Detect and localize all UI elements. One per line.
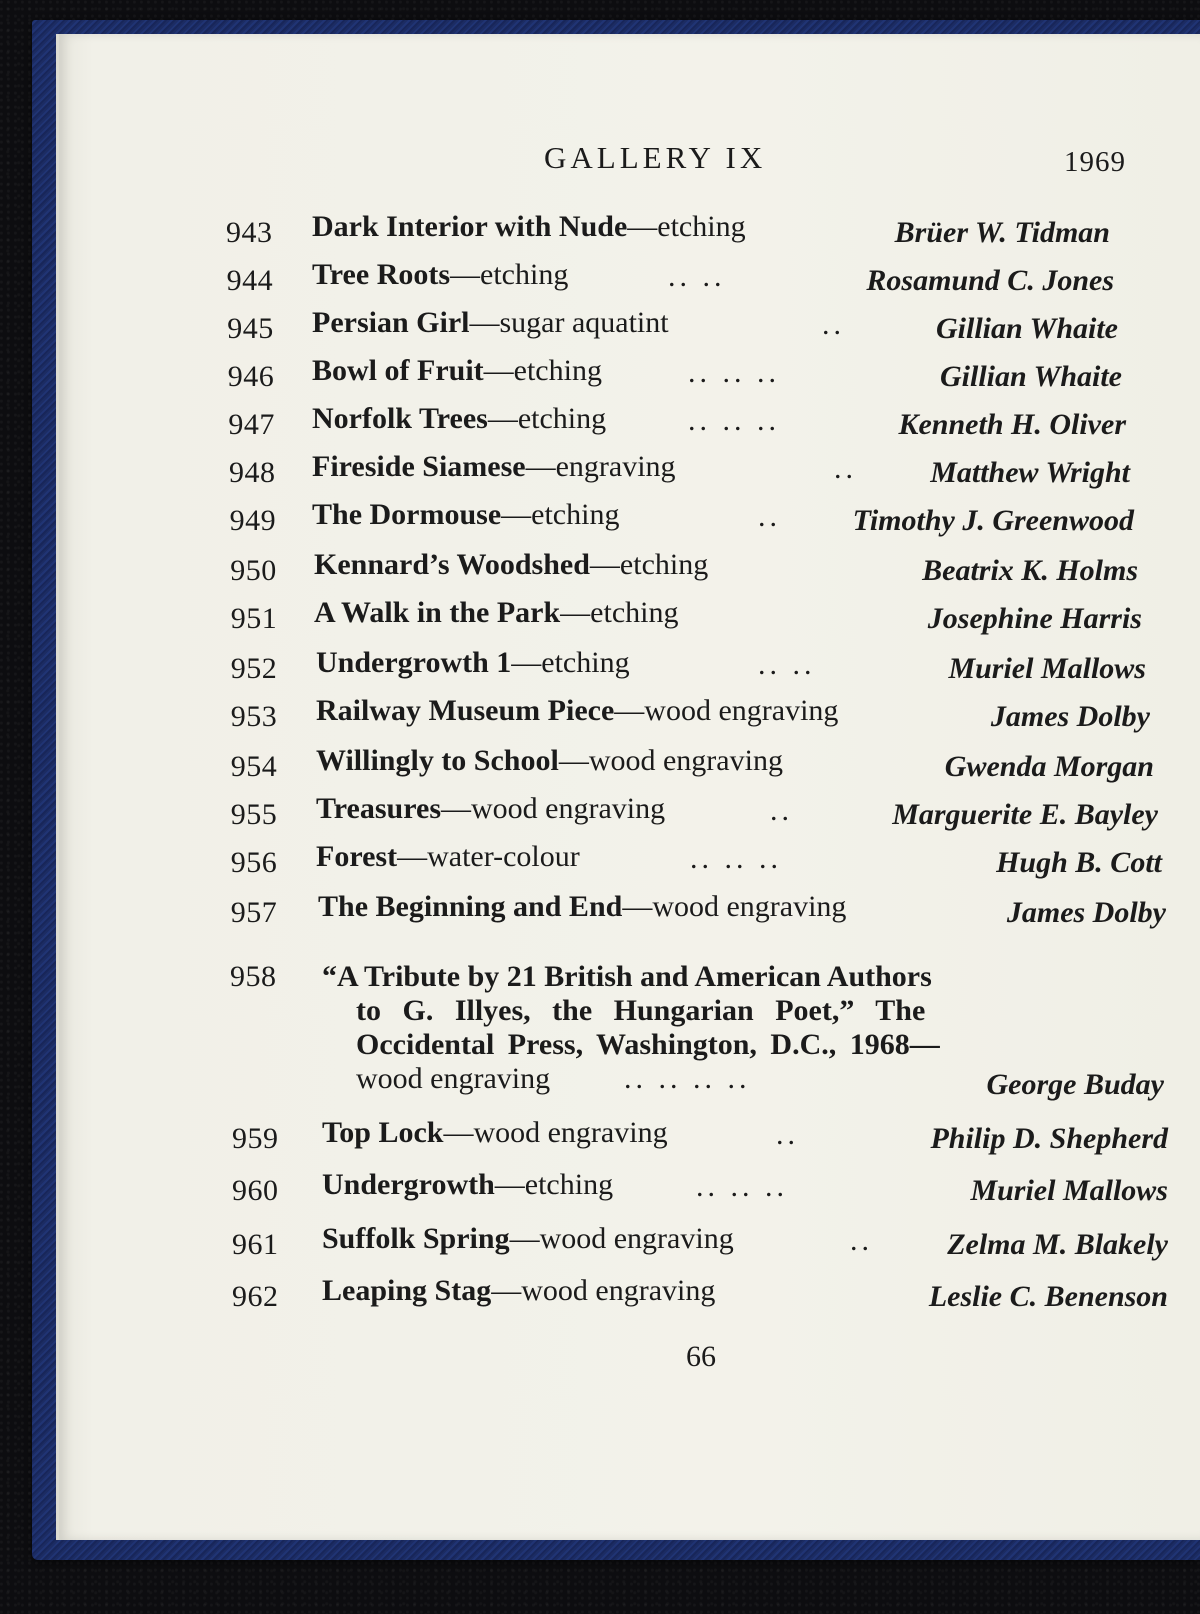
artwork-title: Persian Girl <box>312 306 470 339</box>
entry-title <box>312 306 669 340</box>
artwork-medium: —etching <box>450 258 569 291</box>
entry-title <box>312 402 606 436</box>
dot-leader: .. <box>770 794 793 827</box>
artwork-medium: —sugar aquatint <box>469 306 669 339</box>
entry-title <box>316 840 580 874</box>
artwork-medium: —wood engraving <box>614 694 839 727</box>
artwork-title: Undergrowth 1 <box>316 646 512 679</box>
entry-artist: James Dolby <box>990 700 1150 733</box>
entry-number: 950 <box>230 554 277 587</box>
artwork-title: Fireside Siamese <box>312 450 526 483</box>
artwork-medium: —water-colour <box>397 840 580 873</box>
entry-title <box>314 548 708 582</box>
dot-leader: .. .. .. .. <box>624 1062 751 1095</box>
entry-title-line: “A Tribute by 21 British and American Authors <box>322 960 932 993</box>
entry-artist: Kenneth H. Oliver <box>898 408 1126 441</box>
artwork-title: Treasures <box>316 792 441 825</box>
entry-title <box>316 646 630 680</box>
artwork-medium: —etching <box>494 1168 614 1201</box>
entry-artist: Rosamund C. Jones <box>866 264 1114 297</box>
artwork-medium: —etching <box>483 354 602 387</box>
entry-number: 951 <box>230 602 278 635</box>
entry-title <box>316 744 783 778</box>
artwork-title: Top Lock <box>322 1116 444 1149</box>
entry-artist: Muriel Mallows <box>948 652 1146 685</box>
artwork-medium: —etching <box>487 402 607 435</box>
artwork-title: Kennard’s Woodshed <box>314 548 590 581</box>
entry-title <box>312 258 568 292</box>
entry-artist: George Buday <box>986 1068 1164 1101</box>
entry-title-line: to G. Illyes, the Hungarian Poet,” The <box>356 994 926 1027</box>
artwork-medium: —etching <box>501 498 620 531</box>
artwork-title: Willingly to School <box>316 744 559 777</box>
artwork-title: Tree Roots <box>312 258 451 291</box>
entry-number: 952 <box>230 652 278 685</box>
entry-artist: Matthew Wright <box>930 456 1130 489</box>
entry-number: 946 <box>227 360 275 393</box>
artwork-title: Dark Interior with Nude <box>312 210 628 243</box>
entry-number: 949 <box>229 504 277 537</box>
entry-number: 954 <box>230 750 278 783</box>
entry-medium: wood engraving <box>356 1062 551 1095</box>
entry-number: 943 <box>226 216 273 249</box>
entry-artist: Hugh B. Cott <box>996 846 1162 879</box>
entry-artist: Zelma M. Blakely <box>947 1228 1168 1261</box>
page-number: 66 <box>686 1340 716 1373</box>
entry-title <box>318 890 846 924</box>
entry-number: 958 <box>230 960 277 993</box>
entry-title <box>312 210 746 244</box>
entry-title <box>322 1116 668 1150</box>
entry-artist: Gwenda Morgan <box>944 750 1154 783</box>
entry-title <box>312 450 676 484</box>
entry-artist: Beatrix K. Holms <box>922 554 1138 587</box>
artwork-title: Leaping Stag <box>322 1274 492 1307</box>
dot-leader: .. <box>776 1118 799 1151</box>
artwork-title: Suffolk Spring <box>322 1222 510 1255</box>
entry-number: 956 <box>230 846 278 879</box>
entry-artist: Muriel Mallows <box>970 1174 1168 1207</box>
dot-leader: .. .. .. <box>688 404 780 437</box>
entry-artist: Josephine Harris <box>927 602 1142 635</box>
dot-leader: .. .. <box>758 648 816 681</box>
artwork-title: The Beginning and End <box>318 890 623 923</box>
entry-artist: Philip D. Shepherd <box>930 1122 1168 1155</box>
artwork-medium: —wood engraving <box>509 1222 734 1255</box>
artwork-medium: —etching <box>589 548 709 581</box>
entry-title <box>322 1222 734 1256</box>
entry-number: 960 <box>232 1174 279 1207</box>
artwork-title: Bowl of Fruit <box>312 354 484 387</box>
entry-artist: Brüer W. Tidman <box>894 216 1110 249</box>
entry-artist: Leslie C. Benenson <box>928 1280 1168 1313</box>
entry-number: 959 <box>232 1122 279 1155</box>
entry-title <box>322 1168 613 1202</box>
entry-title <box>316 694 838 728</box>
artwork-medium: —wood engraving <box>443 1116 668 1149</box>
entry-artist: James Dolby <box>1006 896 1166 929</box>
entry-title <box>316 792 665 826</box>
entry-title <box>314 596 678 630</box>
dot-leader: .. .. .. <box>696 1170 788 1203</box>
dot-leader: .. <box>822 308 845 341</box>
artwork-title: Forest <box>316 840 398 873</box>
dot-leader: .. .. <box>668 260 726 293</box>
artwork-medium: —wood engraving <box>622 890 847 923</box>
entry-number: 947 <box>228 408 275 441</box>
artwork-medium: —wood engraving <box>441 792 666 825</box>
entry-title-line: Occidental Press, Washington, D.C., 1968— <box>356 1028 940 1061</box>
year-heading: 1969 <box>1064 146 1126 178</box>
entry-number: 962 <box>232 1280 279 1313</box>
dot-leader: .. <box>758 500 781 533</box>
dot-leader: .. .. .. <box>690 842 782 875</box>
book-page <box>56 34 1200 1540</box>
artwork-title: Railway Museum Piece <box>316 694 615 727</box>
entry-title <box>312 498 619 532</box>
artwork-medium: —wood engraving <box>558 744 783 777</box>
artwork-medium: —etching <box>627 210 746 243</box>
entry-artist: Timothy J. Greenwood <box>852 504 1134 537</box>
entry-number: 957 <box>230 896 278 929</box>
entry-number: 953 <box>230 700 278 733</box>
artwork-medium: —etching <box>560 596 679 629</box>
entry-number: 955 <box>230 798 278 831</box>
entry-artist: Gillian Whaite <box>940 360 1122 393</box>
entry-title <box>312 354 602 388</box>
artwork-medium: —wood engraving <box>491 1274 716 1307</box>
entry-number: 944 <box>226 264 274 297</box>
artwork-medium: —etching <box>511 646 630 679</box>
artwork-title: Norfolk Trees <box>312 402 488 435</box>
dot-leader: .. <box>834 452 857 485</box>
dot-leader: .. <box>850 1224 873 1257</box>
entry-title <box>322 1274 715 1308</box>
entry-number: 961 <box>232 1228 279 1261</box>
dot-leader: .. .. .. <box>688 356 780 389</box>
gallery-heading: GALLERY IX <box>544 140 767 175</box>
entry-number: 948 <box>229 456 276 489</box>
artwork-title: Undergrowth <box>322 1168 495 1201</box>
artwork-title: The Dormouse <box>312 498 502 531</box>
entry-artist: Marguerite E. Bayley <box>892 798 1158 831</box>
entry-number: 945 <box>227 312 274 345</box>
artwork-title: A Walk in the Park <box>314 596 561 629</box>
artwork-medium: —engraving <box>525 450 676 483</box>
entry-artist: Gillian Whaite <box>936 312 1118 345</box>
